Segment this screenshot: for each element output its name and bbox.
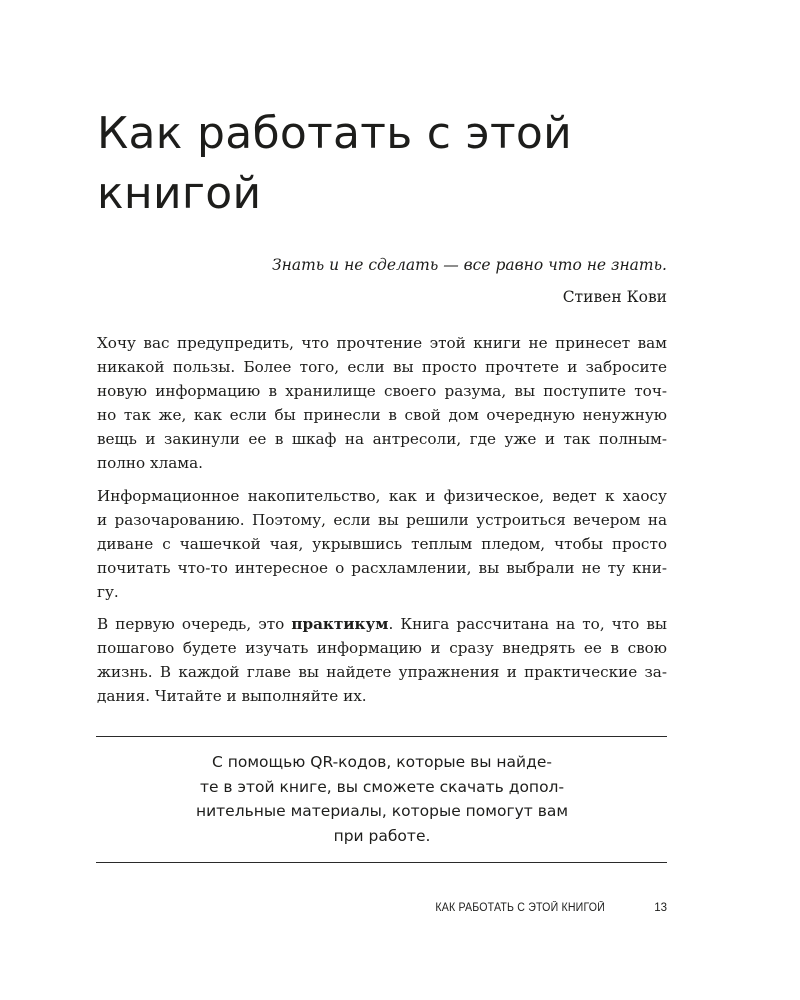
callout-bottom-rule — [96, 862, 667, 863]
chapter-title-line-1: Как работать с этой — [97, 108, 573, 159]
paragraph-line: Хочу вас предупредить, что прочтение этой книги не принесет вам — [97, 334, 667, 352]
callout-line: С помощью QR-кодов, которые вы найде- — [212, 753, 552, 771]
paragraph-line: полно хлама. — [97, 454, 203, 472]
paragraph-line: дания. Читайте и выполняйте их. — [97, 687, 367, 705]
epigraph-author: Стивен Кови — [562, 288, 667, 306]
paragraph-line: диване с чашечкой чая, укрывшись теплым пледом, чтобы просто — [97, 534, 667, 553]
paragraph-text: В первую очередь, это — [97, 615, 292, 633]
paragraph-1 — [97, 331, 667, 475]
paragraph-line: Информационное накопительство, как и физическое, ведет к хаосу — [97, 486, 667, 505]
paragraph-line: гу. — [97, 582, 119, 601]
paragraph-line: но так же, как если бы принесли в свой дом очередную ненужную — [97, 406, 667, 424]
paragraph-line: новую информацию в хранилище своего разума, вы поступите точ- — [97, 382, 667, 400]
callout-line: нительные материалы, которые помогут вам — [195, 802, 569, 820]
paragraph-line: жизнь. В каждой главе вы найдете упражнения и практические за- — [97, 663, 667, 681]
callout-line: при работе. — [333, 826, 431, 845]
paragraph-line: вещь и закинули ее в шкаф на антресоли, где уже и так полным- — [97, 430, 667, 448]
paragraph-line: никакой пользы. Более того, если вы просто прочтете и забросите — [97, 358, 667, 376]
epigraph-quote: Знать и не сделать — все равно что не знать. — [271, 256, 667, 274]
chapter-title-line-2: книгой — [97, 168, 262, 219]
paragraph-3 — [97, 612, 667, 708]
qr-callout — [97, 750, 667, 848]
emphasis-praktikum: практикум — [291, 615, 389, 633]
paragraph-line-first — [97, 612, 667, 636]
paragraph-2 — [97, 484, 667, 604]
running-title: КАК РАБОТАТЬ С ЭТОЙ КНИГОЙ — [435, 902, 605, 914]
callout-top-rule — [96, 736, 667, 737]
chapter-title — [97, 104, 697, 224]
page-number: 13 — [654, 902, 667, 914]
paragraph-text: . Книга рассчитана на то, что вы — [388, 615, 667, 633]
callout-line: те в этой книге, вы сможете скачать допол- — [199, 777, 565, 796]
body-text — [97, 331, 667, 717]
paragraph-line: и разочарованию. Поэтому, если вы решили устроиться вечером на — [97, 510, 667, 529]
paragraph-line: пошагово будете изучать информацию и сразу внедрять ее в свою — [97, 639, 667, 657]
paragraph-line: почитать что-то интересное о расхламлении, вы выбрали не ту кни- — [97, 558, 667, 577]
